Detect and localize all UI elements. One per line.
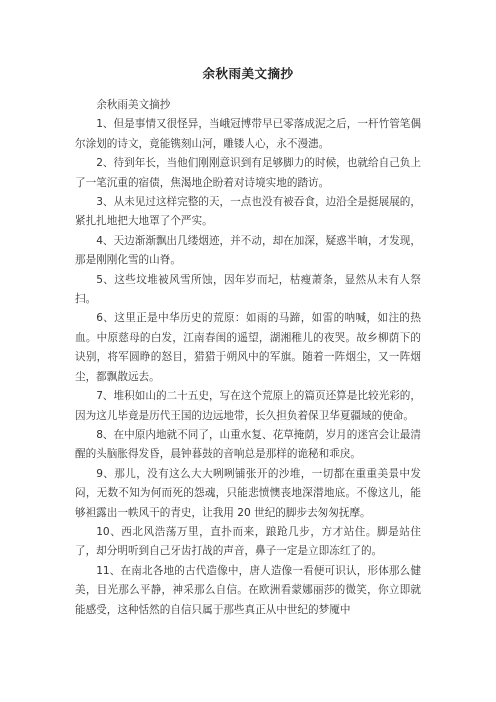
paragraph: 9、那儿，没有这么大大咧咧铺张开的沙堆，一切都在重重美景中发闷，无数不知为何而死的怨魂，只能悲愤懊丧地深潜地底。不像这儿，能够袒露出一帙风干的青史，让我用 20 世纪的脚步去匆匆抚摩。: [75, 467, 421, 519]
paragraph: 11、在南北各地的古代造像中，唐人造像一看便可识认，形体那么健美，目光那么平静，神采那么自信。在欧洲看蒙娜丽莎的微笑，你立即就能感受，这种恬然的自信只属于那些真正从中世纪的梦魇中: [75, 564, 421, 616]
paragraph: 3、从未见过这样完整的天，一点也没有被吞食，边沿全是挺展展的，紧扎扎地把大地罩了个严实。: [75, 196, 421, 228]
document-body: [75, 96, 421, 620]
paragraph: 7、堆积如山的二十五史，写在这个荒原上的篇页还算是比较光彩的，因为这儿毕竟是历代王国的边远地带，长久担负着保卫华夏疆域的使命。: [75, 390, 421, 422]
paragraph: 5、这些坟堆被风雪所蚀，因年岁而圮，枯瘦萧条，显然从未有人祭扫。: [75, 273, 421, 306]
paragraph: 1、但是事情又很怪异，当峨冠博带早已零落成泥之后，一杆竹管笔偶尔涂划的诗文，竟能镌刻山河，雕镂人心，永不漫漶。: [75, 118, 421, 150]
paragraph: 6、这里正是中华历史的荒原：如雨的马蹄，如雷的呐喊，如注的热血。中原慈母的白发，江南春闺的遥望，湖湘稚儿的夜哭。故乡柳荫下的诀别，将军圆睁的怒目，猎猎于朔风中的军旗。随着一阵烟尘，又一阵烟尘，都飘散远去。: [75, 312, 421, 383]
paragraph: 10、西北风浩荡万里，直扑而来，踉跄几步，方才站住。脚是站住了，却分明听到自己牙齿打战的声音，鼻子一定是立即冻红了的。: [75, 525, 421, 558]
document-title: 余秋雨美文摘抄: [202, 66, 294, 81]
paragraph: 2、待到年长，当他们刚刚意识到有足够脚力的时候，也就给自己负上了一笔沉重的宿债，焦渴地企盼着对诗境实地的踏访。: [75, 157, 421, 189]
document-subtitle: 余秋雨美文摘抄: [96, 99, 171, 111]
paragraph: 8、在中原内地就不同了，山重水复、花草掩荫，岁月的迷宫会让最清醒的头脑胀得发昏，晨钟暮鼓的音响总是那样的诡秘和乖戾。: [75, 428, 421, 461]
paragraph: 4、天边渐渐飘出几缕烟迹，并不动，却在加深，疑惑半晌，才发现，那是刚刚化雪的山脊。: [75, 234, 421, 267]
